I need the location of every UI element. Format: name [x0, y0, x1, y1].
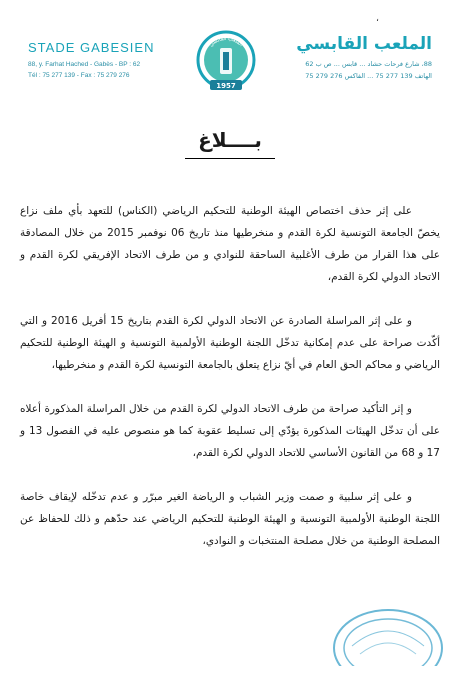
club-name-arabic: الملعب القابسي: [296, 34, 432, 54]
paragraph-4: و على إثر سلبية و صمت وزير الشباب و الرياضة الغير مبرّر و عدم تدخّله لإيقاف خاصة اللجنة الوطنية الأولمبية التونسية و الهيئة الوطنية للتحكيم الرياضي عند حدّهم و ذلك للحفاظ عن المصلحة الوطنية من خلال مصلحة المنتخبات و النوادي،: [20, 491, 440, 547]
logo-arc-text: الملعب القابسي: [208, 35, 244, 49]
title-underline: [185, 158, 275, 159]
club-logo: [196, 26, 256, 98]
club-phone-latin: Tél : 75 277 139 - Fax : 75 279 276: [28, 72, 130, 79]
document-title: بــــلاغ: [198, 128, 262, 152]
letterhead-latin: [28, 40, 188, 79]
club-address-latin: 88, y. Farhat Hached - Gabès - BP : 62: [28, 61, 141, 68]
club-address-arabic: 88، شارع فرحات حشاد ... قابس ... ص ب 62: [305, 60, 432, 68]
paragraph-2: و على إثر المراسلة الصادرة عن الاتحاد الدولي لكرة القدم بتاريخ 15 أفريل 2016 و التي أكّدت صراحة على عدم إمكانية تدخّل اللجنة الوطنية الأولمبية التونسية و الهيئة الوطنية للتحكيم الرياضي و محاكم الحق العام في أيّ نزاع يتعلق بالجامعة التونسية لكرة القدم و منخرطيها،: [20, 315, 440, 371]
club-phone-arabic: الهاتف 139 277 75 ... الفاكس 276 279 75: [305, 72, 432, 80]
letterhead-arabic: [262, 34, 432, 80]
corner-mark: ،: [376, 14, 379, 24]
club-name-latin: STADE GABESIEN: [28, 40, 155, 55]
logo-year: 1957: [216, 82, 236, 90]
official-stamp: [330, 606, 446, 666]
paragraph-3: و إثر التأكيد صراحة من طرف الاتحاد الدولي لكرة القدم من خلال المراسلة المذكورة أعلاه على أن تدخّل الهيئات المذكورة يؤدّي إلى تسليط عقوبة كما هو منصوص عليه في الفصول 13 و 17 و 68 من القانون الأساسي للاتحاد الدولي لكرة القدم،: [20, 403, 440, 459]
paragraph-1: على إثر حذف اختصاص الهيئة الوطنية للتحكيم الرياضي (الكناس) للتعهد بأي ملف نزاع يخصّ الجامعة التونسية لكرة القدم و منخرطيها منذ تاريخ 06 نوفمبر 2015 من خلال المصادقة على هذا القرار من طرف الأغلبية الساحقة للنوادي و من طرف الاتحاد الإفريقي لكرة القدم و الاتحاد الدولي لكرة القدم،: [20, 205, 440, 283]
communique-body: [20, 200, 440, 574]
